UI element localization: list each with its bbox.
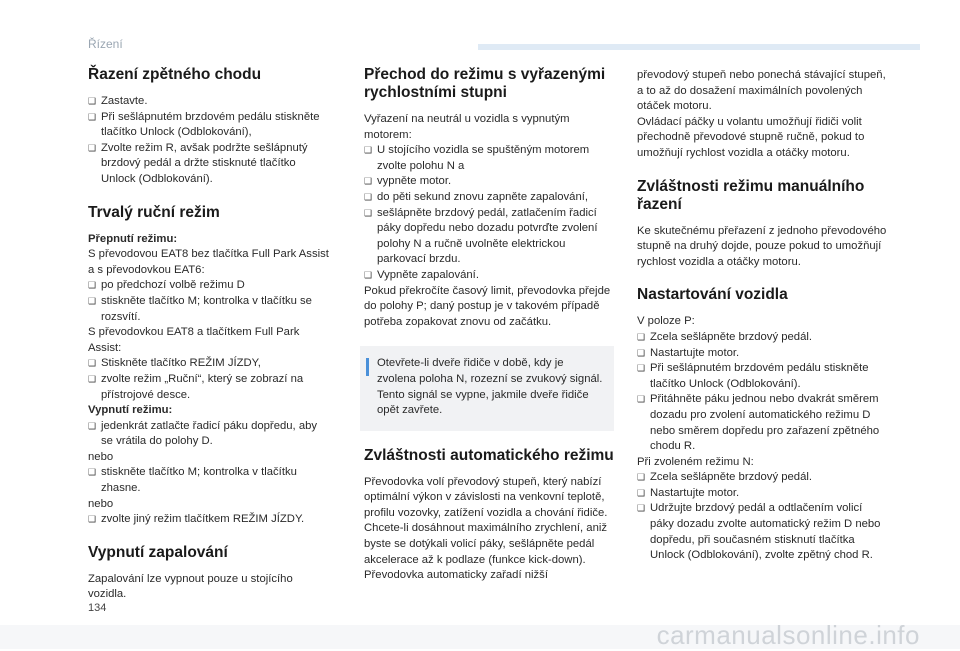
bullet-icon: ❑ [364,207,373,218]
list-item: ❑ do pěti sekund znovu zapněte zapalování, [364,190,614,206]
section-title: Řazení zpětného chodu [88,66,262,83]
watermark: carmanualsonline.info [656,620,920,650]
bullet-icon: ❑ [88,142,97,153]
list-item: ❑ sešlápněte brzdový pedál, zatlačením řadicí páky dopředu nebo dozadu potvrďte zvolení polohy N a ručně uvolněte elektrickou parkovací brzdu. [364,206,614,268]
bullet-icon: ❑ [88,295,97,306]
list-item: ❑ stiskněte tlačítko M; kontrolka v tlačítku se rozsvítí. [88,294,332,325]
bullet-icon: ❑ [88,467,97,478]
list-item: ❑ Při sešlápnutém brzdovém pedálu stiskněte tlačítko Unlock (Odblokování), [88,110,332,141]
label: Vypnutí režimu: [88,404,173,417]
list-item: ❑ Přitáhněte páku jednou nebo dvakrát směrem dozadu pro zvolení automatického režimu D nebo směrem dopředu pro zařazení zpětného chodu R. [637,392,887,454]
bullet-icon: ❑ [637,394,646,405]
list-item: ❑ Zvolte režim R, avšak podržte sešlápnutý brzdový pedál a držte stisknuté tlačítko Unlock (Odblokování). [88,141,332,188]
section-starting [637,286,887,564]
bullet-icon: ❑ [364,145,373,156]
list-item: ❑ Nastartujte motor. [637,346,887,362]
info-icon [366,358,369,376]
paragraph: Zapalování lze vypnout pouze u stojícího vozidla. [88,572,293,601]
paragraph: Převodovka volí převodový stupeň, který nabízí optimální výkon v závislosti na venkovní teplotě, profilu vozovky, zatížení vozidla a chování řidiče. Chcete-li dosáhnout maximálního zrychlení, aniž byste se dotýkali volicí páky, sešlápněte pedál akcelerace až k podlaze (funkce kick-down). Převodovka automaticky zařadí nižší [364,475,608,582]
section-automatic [364,447,614,584]
paragraph: Pokud překročíte časový limit, převodovka přejde do polohy P; daný postup je v takovém případě potřeba zopakovat znovu od začátku. [364,284,611,328]
bullet-icon: ❑ [364,176,373,187]
column-3 [637,68,887,564]
page-number: 134 [88,602,107,614]
list-item: ❑ Vypněte zapalování. [364,268,614,284]
bullet-icon: ❑ [88,280,97,291]
list-item: ❑ Udržujte brzdový pedál a odtlačením volicí páky dozadu zvolte automatický režim D nebo dopředu, při současném stisknutí tlačítka Unlock (Odblokování), zvolte zpětný chod R. [637,501,887,563]
list-item: ❑ po předchozí volbě režimu D [88,278,332,294]
paragraph: S převodovkou EAT8 a tlačítkem Full Park Assist: [88,326,300,354]
bullet-icon: ❑ [88,420,97,431]
bullet-icon: ❑ [88,373,97,384]
paragraph: Při zvoleném režimu N: [637,455,754,468]
list-item: ❑ Při sešlápnutém brzdovém pedálu stiskněte tlačítko Unlock (Odblokování). [637,361,887,392]
bullet-icon: ❑ [637,363,646,374]
label: Přepnutí režimu: [88,232,178,245]
section-reverse [88,66,332,188]
list-item: ❑ Zcela sešlápněte brzdový pedál. [637,330,887,346]
paragraph: Vyřazení na neutrál u vozidla s vypnutým motorem: [364,113,570,141]
column-1 [88,66,332,619]
bullet-icon: ❑ [637,347,646,358]
section-title: Zvláštnosti automatického režimu [364,446,614,464]
bullet-icon: ❑ [88,96,97,106]
paragraph: nebo [88,450,114,463]
list-item: ❑ U stojícího vozidla se spuštěným motorem zvolte polohu N a [364,143,614,174]
list-item: ❑ Zcela sešlápněte brzdový pedál. [637,470,887,486]
column-2 [364,66,614,584]
bullet-icon: ❑ [364,191,373,202]
section-title: Nastartování vozidla [637,286,788,304]
section-manual-mode [88,204,332,528]
bullet-icon: ❑ [637,503,646,514]
bullet-icon: ❑ [637,487,646,498]
list-item: ❑ vypněte motor. [364,174,614,190]
note-text: Otevřete-li dveře řidiče v době, kdy je zvolena poloha N, rozezní se zvukový signál. Tento signál se vypne, jakmile dveře řidiče opět zavřete. [377,357,603,417]
list-item: ❑ Zastavte. [88,94,332,110]
list-item: ❑ stiskněte tlačítko M; kontrolka v tlačítku zhasne. [88,465,332,496]
bullet-icon: ❑ [364,269,373,280]
bullet-icon: ❑ [88,111,97,122]
section-ignition-off [88,544,332,603]
section-manual-shifting [637,178,887,271]
bullet-icon: ❑ [88,358,97,369]
list-item: ❑ Nastartujte motor. [637,486,887,502]
section-title: Trvalý ruční režim [88,203,220,221]
paragraph: V poloze P: [637,315,695,328]
bullet-icon: ❑ [637,472,646,483]
paragraph: S převodovou EAT8 bez tlačítka Full Park Assist a s převodovkou EAT6: [88,248,329,276]
header-bar [478,44,920,50]
list-item: ❑ jedenkrát zatlačte řadicí páku dopředu, aby se vrátila do polohy D. [88,419,332,450]
list-item: ❑ zvolte režim „Ruční“, který se zobrazí na přístrojové desce. [88,372,332,403]
section-neutral [364,66,614,330]
list-item: ❑ Stiskněte tlačítko REŽIM JÍZDY, [88,356,332,372]
bullet-icon: ❑ [637,331,646,342]
paragraph: převodový stupeň nebo ponechá stávající stupeň, a to až do dosažení maximálních povolených otáček motoru. Ovládací páčky u volantu umožňují řidiči volit přechodně převodové stupně ručně, pokud to umožňují rychlost vozidla a otáčky motoru. [637,69,886,159]
section-title: Vypnutí zapalování [88,543,228,561]
list-item: ❑ zvolte jiný režim tlačítkem REŽIM JÍZDY. [88,512,332,528]
section-title: Zvláštnosti režimu manuálního řazení [637,177,865,213]
header-title: Řízení [88,37,123,51]
bullet-icon: ❑ [88,514,97,525]
section-title: Přechod do režimu s vyřazenými rychlostními stupni [364,66,606,101]
paragraph: nebo [88,497,114,510]
paragraph: Ke skutečnému přeřazení z jednoho převodového stupně na druhý dojde, pouze pokud to umožňují rychlost vozidla a otáčky motoru. [637,224,887,268]
info-note [360,346,614,430]
